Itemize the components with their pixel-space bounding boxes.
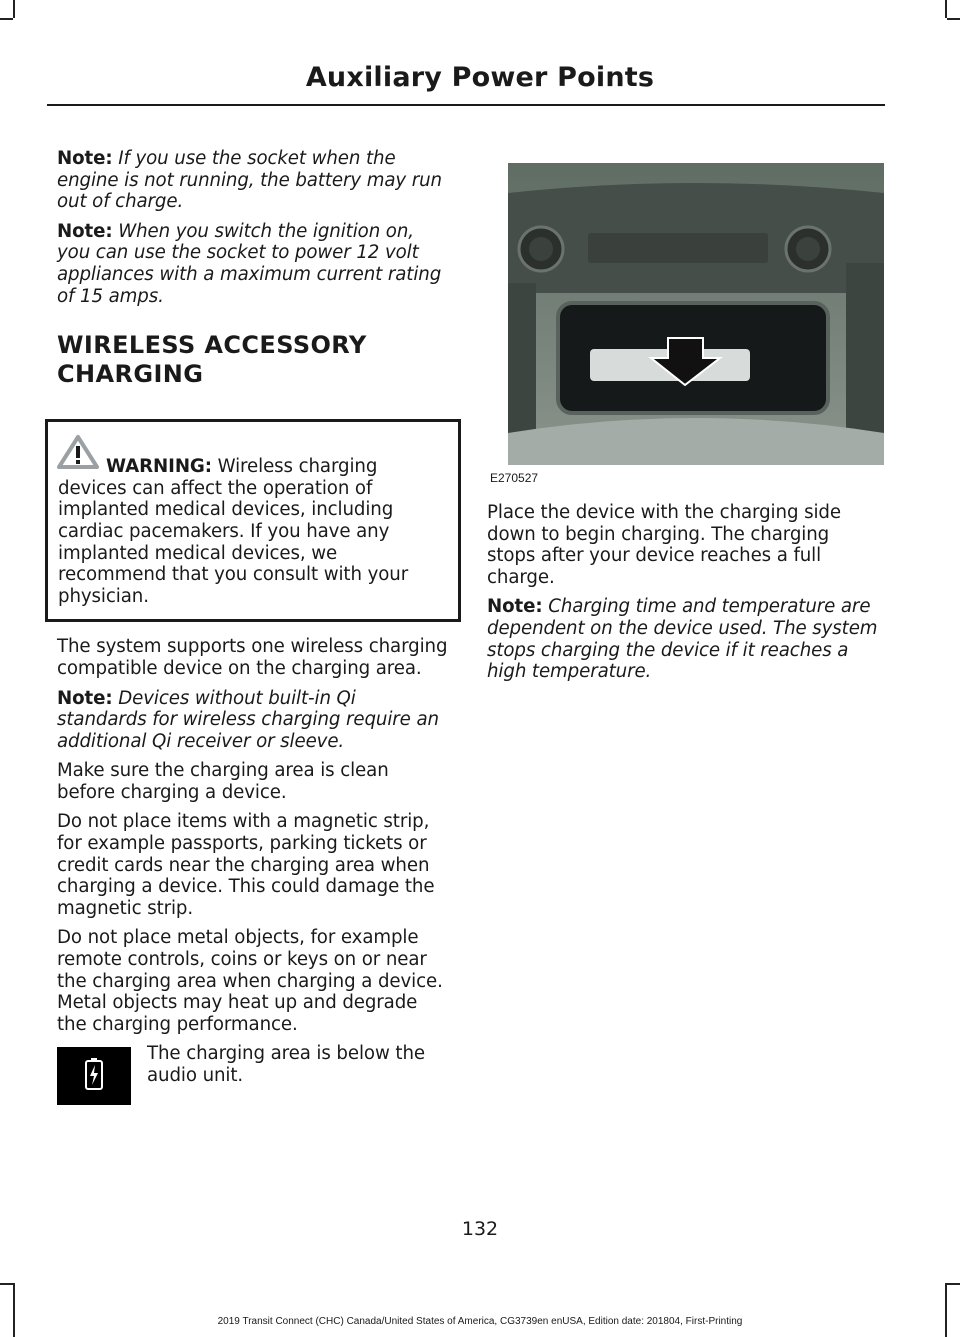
note-label: Note: bbox=[487, 596, 543, 618]
note-text: Devices without built-in Qi standards for wireless charging require an additional Qi receiver or sleeve. bbox=[57, 687, 439, 752]
paragraph: The system supports one wireless charging compatible device on the charging area. bbox=[57, 636, 448, 679]
note-ignition bbox=[57, 221, 449, 307]
note-label: Note: bbox=[57, 687, 113, 709]
left-column bbox=[57, 148, 449, 1095]
note-text: Charging time and temperature are dependent on the device used. The system stops charging the device if it reaches a high temperature. bbox=[487, 596, 878, 683]
crop-mark bbox=[947, 18, 960, 20]
paragraph: Do not place metal objects, for example remote controls, coins or keys on or near the charging area when charging a device. Metal objects may heat up and degrade the charging performance. bbox=[57, 927, 443, 1035]
crop-mark bbox=[0, 18, 13, 20]
footer-text: 2019 Transit Connect (CHC) Canada/United States of America, CG3739en enUSA, Edition date: 201804, First-Printing bbox=[217, 1316, 743, 1327]
warning-body: Wireless charging devices can affect the operation of implanted medical devices, including cardiac pacemakers. If you have any implanted medical devices, we recommend that you consult with your physician. bbox=[58, 456, 409, 607]
heading-line-1: WIRELESS ACCESSORY bbox=[57, 331, 367, 360]
warning-label: WARNING: bbox=[106, 456, 212, 478]
paragraph: Do not place items with a magnetic strip, for example passports, parking tickets or credit cards near the charging area when charging a device. This could damage the magnetic strip. bbox=[57, 811, 435, 919]
crop-mark bbox=[13, 0, 15, 18]
note-temperature bbox=[487, 596, 879, 682]
charging-area-photo bbox=[508, 163, 884, 465]
note-qi bbox=[57, 688, 449, 753]
note-text: When you switch the ignition on, you can use the socket to power 12 volt appliances with a maximum current rating of 15 amps. bbox=[57, 220, 442, 307]
paragraph: Make sure the charging area is clean before charging a device. bbox=[57, 760, 389, 803]
crop-mark bbox=[945, 0, 947, 18]
page-title: Auxiliary Power Points bbox=[305, 62, 655, 93]
crop-mark bbox=[13, 1283, 15, 1337]
note-label: Note: bbox=[57, 148, 113, 169]
heading-line-2: CHARGING bbox=[57, 360, 204, 389]
dashboard-image bbox=[508, 163, 884, 465]
header-divider bbox=[47, 104, 885, 106]
wireless-charging-battery-icon bbox=[57, 1047, 131, 1105]
crop-mark bbox=[947, 1283, 960, 1285]
warning-triangle-icon bbox=[56, 434, 100, 470]
image-reference-code: E270527 bbox=[490, 471, 539, 485]
paragraph: Place the device with the charging side down to begin charging. The charging stops after your device reaches a full charge. bbox=[487, 502, 841, 588]
icon-caption: The charging area is below the audio unit. bbox=[147, 1043, 425, 1086]
battery-bolt-icon bbox=[57, 1047, 131, 1105]
crop-mark bbox=[945, 1283, 947, 1337]
note-engine-off bbox=[57, 148, 449, 213]
note-label: Note: bbox=[57, 220, 113, 242]
crop-mark bbox=[0, 1283, 13, 1285]
section-heading bbox=[57, 331, 449, 389]
right-column bbox=[487, 502, 879, 691]
note-text: If you use the socket when the engine is not running, the battery may run out of charge. bbox=[57, 148, 442, 213]
icon-row bbox=[57, 1043, 449, 1086]
warning-box bbox=[45, 419, 461, 622]
page-number: 132 bbox=[461, 1218, 499, 1240]
warning-text bbox=[58, 456, 444, 607]
